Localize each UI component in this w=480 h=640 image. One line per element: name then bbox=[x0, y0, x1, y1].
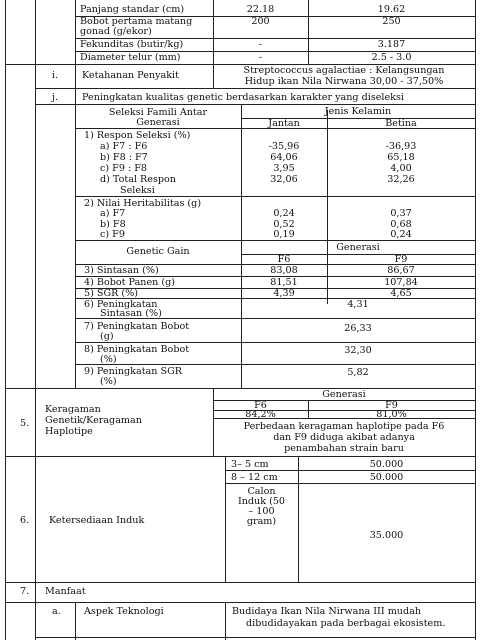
jenis-kelamin-header: Jenis Kelamin bbox=[324, 106, 392, 117]
gain-f6: 4,39 bbox=[273, 288, 295, 299]
item-label: Peningkatan kualitas genetic berdasarkan karakter yang diseleksi bbox=[82, 92, 404, 103]
stock-count: 50.000 bbox=[369, 459, 404, 470]
respon-key: b) F8 : F7 bbox=[100, 152, 148, 163]
respon-betina: 32,26 bbox=[387, 174, 415, 185]
generasi-header: Generasi bbox=[336, 242, 380, 253]
item-value: Streptococcus agalactiae : Kelangsungan bbox=[243, 65, 445, 76]
gain-f9: 107,84 bbox=[384, 277, 418, 288]
f9-header: F9 bbox=[385, 400, 398, 411]
size-class-cont: – 100 bbox=[248, 506, 275, 517]
benefit-text-cont: dibudidayakan pada berbagai ekosistem. bbox=[246, 618, 446, 629]
respon-key-cont: Seleksi bbox=[120, 185, 155, 196]
spec-value: 3.187 bbox=[377, 39, 406, 50]
gain-f9: 86,67 bbox=[387, 265, 415, 276]
respon-jantan: 3,95 bbox=[273, 163, 295, 174]
f9-header: F9 bbox=[394, 254, 408, 265]
item-label: Aspek Teknologi bbox=[84, 606, 164, 617]
spec-value: - bbox=[258, 39, 263, 50]
genetic-gain-header: Genetic Gain bbox=[126, 246, 190, 257]
spec-value: 2.5 - 3.0 bbox=[371, 52, 412, 63]
selection-header: Seleksi Famili Antar bbox=[108, 107, 208, 118]
herit-key: c) F9 bbox=[100, 229, 125, 240]
increase-key: 6) Peningkatan bbox=[84, 299, 158, 310]
section-number: 7. bbox=[20, 586, 30, 597]
herit-jantan: 0,24 bbox=[273, 208, 295, 219]
haplotype-note-cont: penambahan strain baru bbox=[284, 443, 404, 454]
document-page bbox=[4, 0, 476, 640]
increase-key-cont: (g) bbox=[100, 331, 114, 342]
increase-value: 32,30 bbox=[344, 345, 372, 356]
spec-label: Panjang standar (cm) bbox=[80, 4, 185, 15]
item-letter: a. bbox=[52, 606, 61, 617]
spec-label: Diameter telur (mm) bbox=[80, 52, 181, 63]
respon-key: a) F7 : F6 bbox=[100, 141, 148, 152]
haplotype-f6: 84,2% bbox=[245, 409, 276, 420]
herit-betina: 0,68 bbox=[390, 219, 412, 230]
gain-f6: 83,08 bbox=[270, 265, 298, 276]
haplotype-note: Perbedaan keragaman haplotipe pada F6 bbox=[243, 421, 445, 432]
section-label-cont: Haplotipe bbox=[45, 426, 93, 437]
item-letter: i. bbox=[52, 70, 59, 81]
respon-key: d) Total Respon bbox=[100, 174, 176, 185]
table-border-right bbox=[475, 0, 476, 640]
spec-label-cont: gonad (g/ekor) bbox=[80, 26, 152, 37]
size-class: Calon bbox=[247, 486, 276, 497]
spec-value: 22.18 bbox=[246, 4, 275, 15]
size-class: 8 – 12 cm bbox=[231, 472, 278, 483]
increase-value: 26,33 bbox=[344, 323, 372, 334]
herit-key: a) F7 bbox=[100, 208, 126, 219]
spec-value: 19.62 bbox=[377, 4, 406, 15]
increase-key-cont: Sintasan (%) bbox=[100, 308, 162, 319]
spec-label: Bobot pertama matang bbox=[80, 16, 193, 27]
respon-key: c) F9 : F8 bbox=[100, 163, 148, 174]
increase-value: 4,31 bbox=[347, 299, 369, 310]
increase-value: 5,82 bbox=[347, 367, 369, 378]
herit-jantan: 0,52 bbox=[273, 219, 295, 230]
section-label: Keragaman bbox=[45, 404, 101, 415]
item-label: Ketahanan Penyakit bbox=[82, 70, 179, 81]
spec-value: - bbox=[258, 52, 263, 63]
f6-header: F6 bbox=[254, 400, 267, 411]
item-value-cont: Hidup ikan Nila Nirwana 30,00 - 37,50% bbox=[244, 76, 444, 87]
f6-header: F6 bbox=[277, 254, 291, 265]
increase-key: 8) Peningkatan Bobot bbox=[84, 344, 190, 355]
respon-title: 1) Respon Seleksi (%) bbox=[84, 130, 191, 141]
increase-key-cont: (%) bbox=[100, 376, 117, 387]
gain-key: 4) Bobot Panen (g) bbox=[84, 277, 175, 288]
herit-jantan: 0,19 bbox=[273, 229, 295, 240]
item-letter: j. bbox=[52, 92, 59, 103]
size-class-cont: Induk (50 bbox=[237, 496, 286, 507]
section-label-cont: Genetik/Keragaman bbox=[45, 415, 142, 426]
selection-header-cont: Generasi bbox=[136, 117, 180, 128]
spec-value: 250 bbox=[382, 16, 401, 27]
respon-jantan: 64,06 bbox=[270, 152, 298, 163]
gain-f9: 4,65 bbox=[390, 288, 412, 299]
herit-betina: 0,37 bbox=[390, 208, 412, 219]
respon-betina: 4,00 bbox=[390, 163, 412, 174]
size-class-cont: gram) bbox=[246, 516, 277, 527]
increase-key: 7) Peningkatan Bobot bbox=[84, 321, 190, 332]
size-class: 3– 5 cm bbox=[231, 459, 269, 470]
section-label: Ketersediaan Induk bbox=[49, 515, 145, 526]
herit-title: 2) Nilai Heritabilitas (g) bbox=[84, 198, 202, 209]
spec-value: 200 bbox=[251, 16, 270, 27]
benefit-text: Budidaya Ikan Nila Nirwana III mudah bbox=[232, 606, 422, 617]
table-border-left bbox=[5, 0, 6, 640]
generasi-header: Generasi bbox=[322, 389, 366, 400]
haplotype-note-cont: dan F9 diduga akibat adanya bbox=[273, 432, 415, 443]
spec-label: Fekunditas (butir/kg) bbox=[80, 39, 184, 50]
gain-key: 3) Sintasan (%) bbox=[84, 265, 159, 276]
gain-key: 5) SGR (%) bbox=[84, 288, 139, 299]
section-label: Manfaat bbox=[45, 586, 86, 597]
respon-jantan: -35,96 bbox=[268, 141, 300, 152]
herit-betina: 0,24 bbox=[390, 229, 412, 240]
increase-key-cont: (%) bbox=[100, 354, 117, 365]
stock-count: 50.000 bbox=[369, 472, 404, 483]
section-number: 5. bbox=[20, 418, 30, 429]
jantan-header: Jantan bbox=[268, 118, 300, 129]
respon-betina: 65,18 bbox=[387, 152, 415, 163]
betina-header: Betina bbox=[385, 118, 417, 129]
stock-count: 35.000 bbox=[369, 530, 404, 541]
gain-f6: 81,51 bbox=[270, 277, 298, 288]
col-divider-number bbox=[35, 0, 36, 640]
respon-betina: -36,93 bbox=[385, 141, 417, 152]
respon-jantan: 32,06 bbox=[270, 174, 298, 185]
increase-key: 9) Peningkatan SGR bbox=[84, 366, 182, 377]
section-number: 6. bbox=[20, 515, 30, 526]
herit-key: b) F8 bbox=[100, 219, 126, 230]
haplotype-f9: 81,0% bbox=[376, 409, 407, 420]
